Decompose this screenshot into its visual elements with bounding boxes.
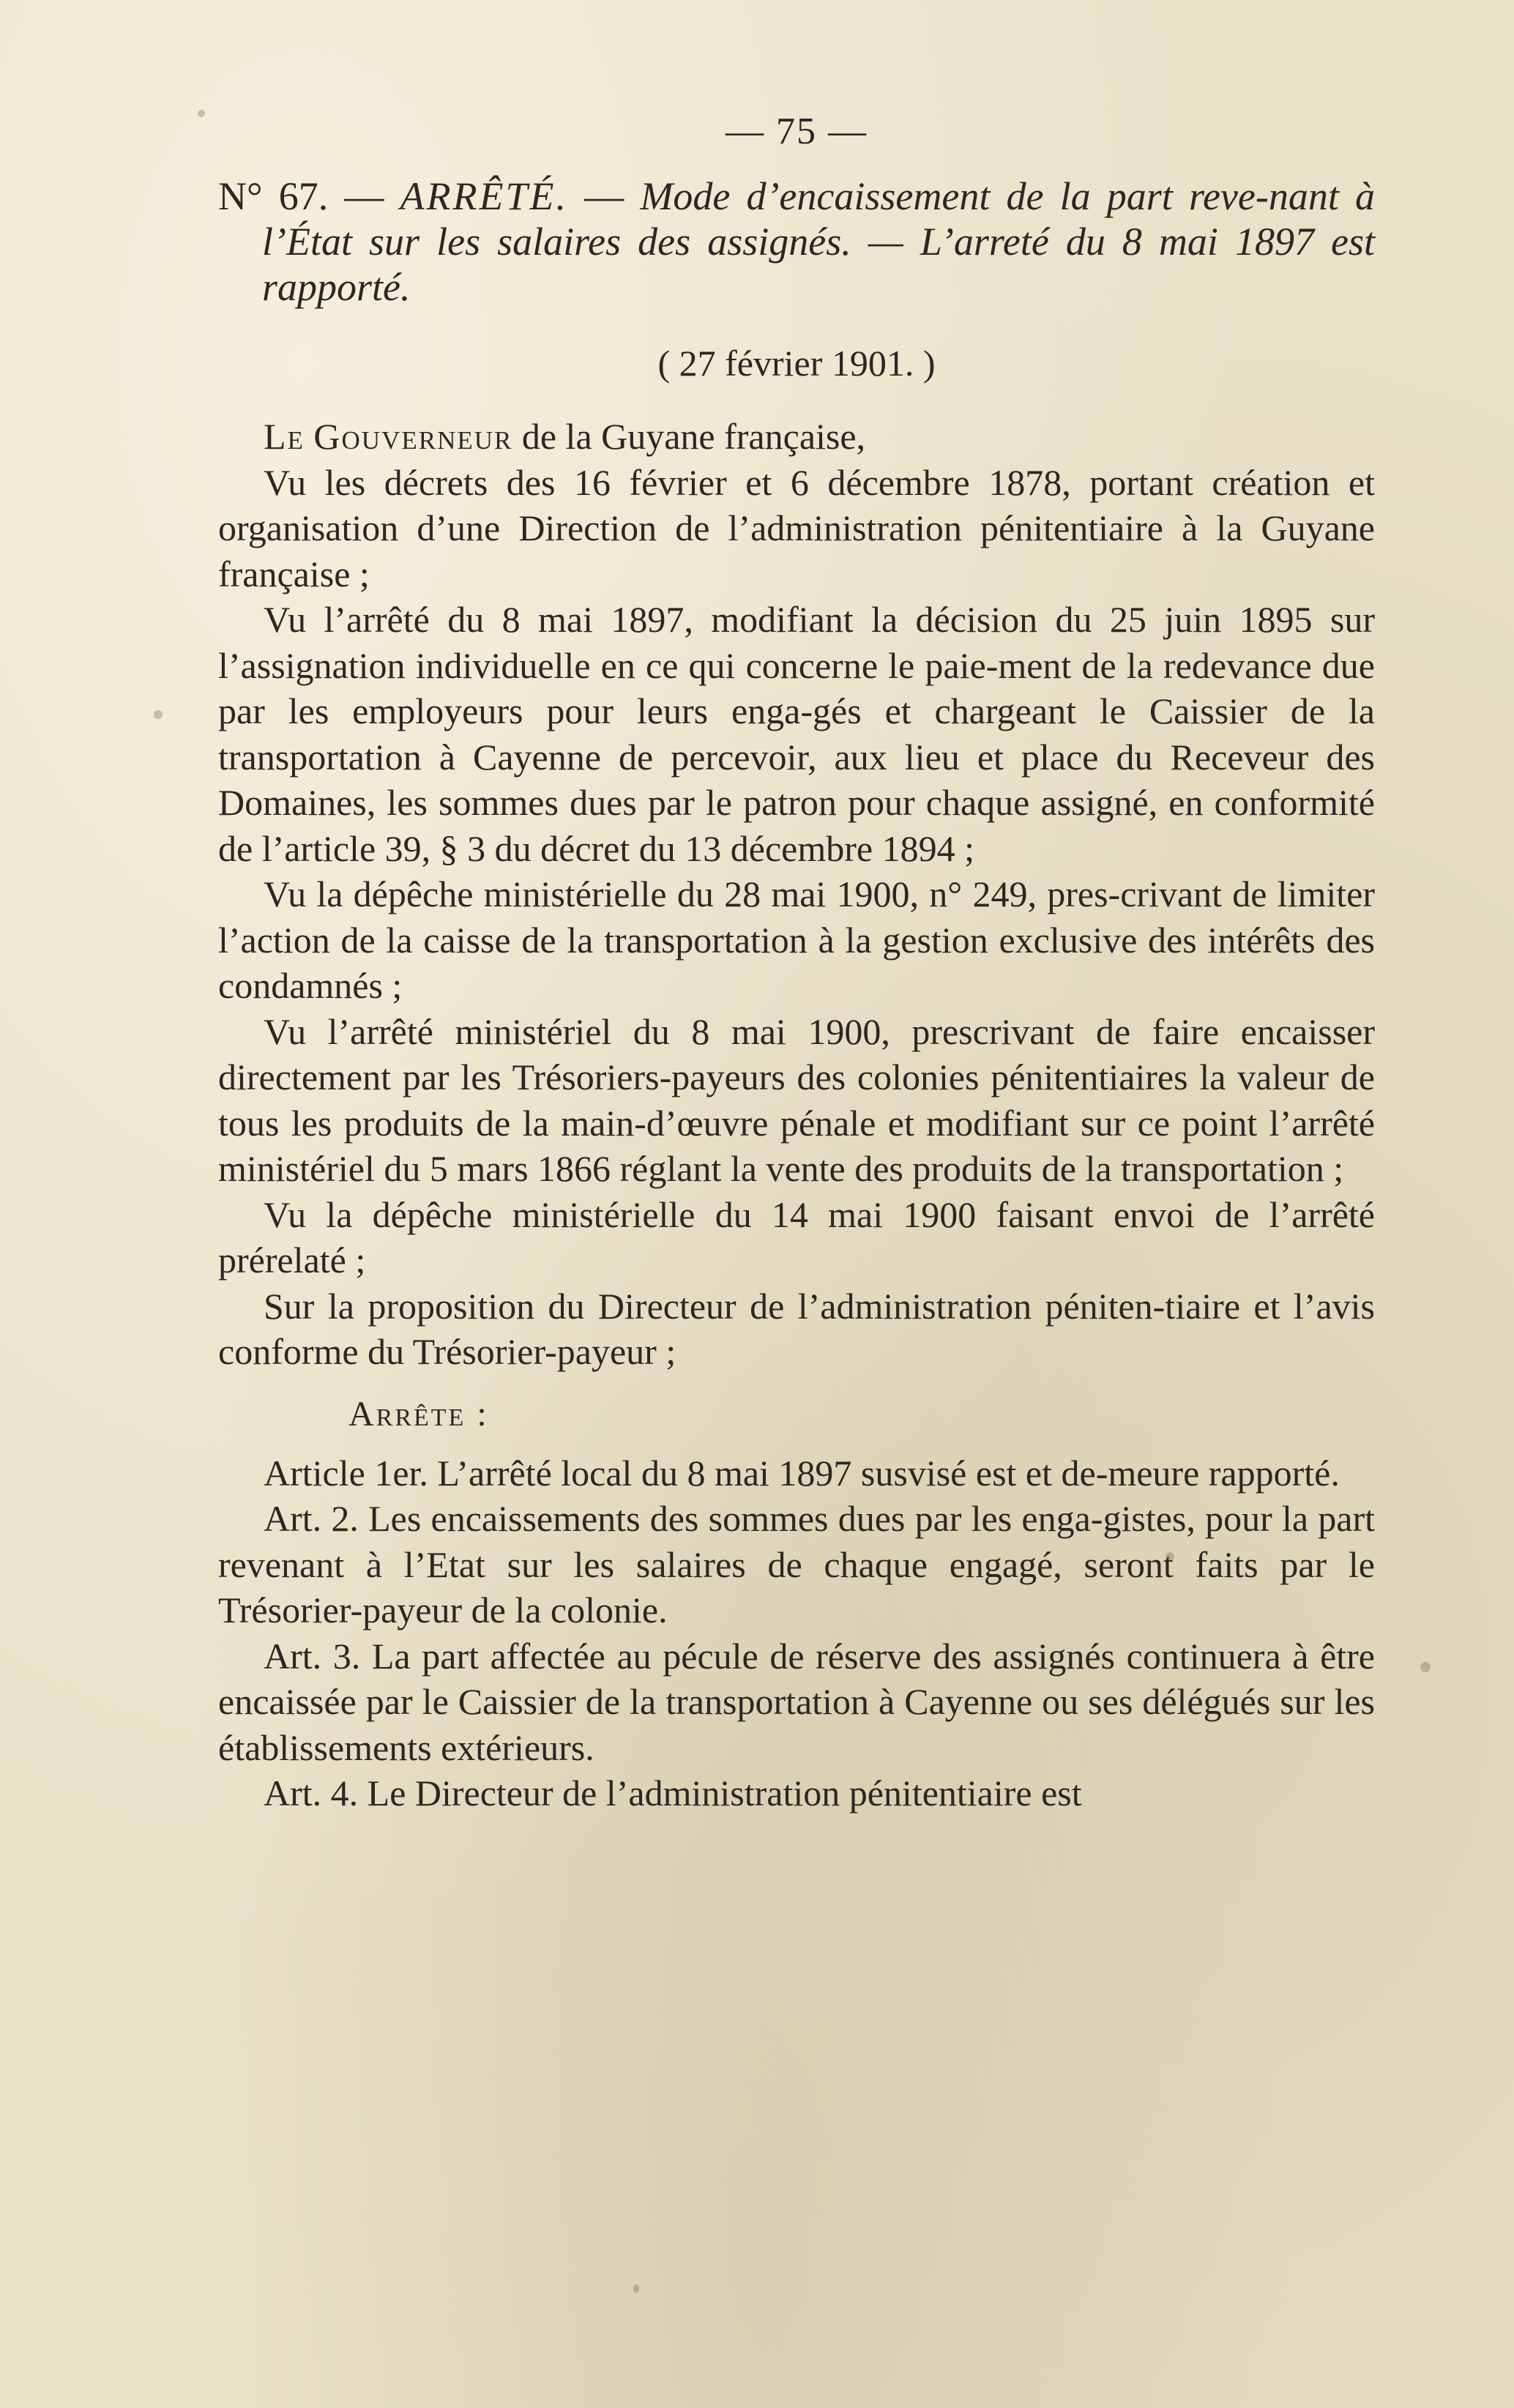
decree-heading [218, 174, 1375, 310]
governor-title: Gouverneur [313, 416, 513, 457]
decree-title: Mode d’encaissement de la part reve-nant à l’État sur les salaires des assignés. — L’arreté du 8 mai 1897 est rapporté. [262, 174, 1375, 309]
article-paragraph: Article 1er. L’arrêté local du 8 mai 1897 susvisé est et de-meure rapporté. [264, 1452, 1340, 1494]
considerant-paragraph: Vu les décrets des 16 février et 6 décembre 1878, portant création et organisation d’une Direction de l’administration pénitentiaire à la Guyane française ; [218, 461, 1375, 594]
decree-number: N° 67. [218, 174, 329, 218]
paper-spot [1166, 1552, 1174, 1561]
governor-line [218, 414, 1375, 460]
considerant-paragraph: Vu l’arrêté du 8 mai 1897, modifiant la décision du 25 juin 1895 sur l’assignation individuelle en ce qui concerne le paie-ment de la redevance due par les employeurs pour leurs enga-gés et chargeant le Caissier de la transportation à Cayenne de percevoir, aux lieu et place du Receveur des Domaines, les sommes dues par le patron pour chaque assigné, en conformité de l’article 39, § 3 du décret du 13 décembre 1894 ; [218, 599, 1375, 869]
considerant-paragraph: Vu la dépêche ministérielle du 28 mai 1900, n° 249, pres-crivant de limiter l’action de la caisse de la transportation à la gestion exclusive des intérêts des condamnés ; [218, 873, 1375, 1006]
paper-spot [154, 710, 163, 719]
article-paragraph: Art. 3. La part affectée au pécule de réserve des assignés continuera à être encaissée par le Caissier de la transportation à Cayenne ou ses délégués sur les établissements extérieurs. [218, 1635, 1375, 1768]
paper-spot [198, 110, 205, 117]
article-paragraph: Art. 2. Les encaissements des sommes dues par les enga-gistes, pour la part revenant à l’Etat sur les salaires de chaque engagé, seront faits par le Trésorier-payeur de la colonie. [218, 1498, 1375, 1630]
considerant-paragraph: Vu la dépêche ministérielle du 14 mai 1900 faisant envoi de l’arrêté prérelaté ; [218, 1193, 1375, 1281]
decree-date: ( 27 février 1901. ) [657, 343, 936, 384]
paper-spot [1420, 1662, 1431, 1672]
considerant-paragraph: Sur la proposition du Directeur de l’administration péniten-tiaire et l’avis conforme du Trésorier-payeur ; [218, 1285, 1375, 1372]
article-paragraph: Art. 4. Le Directeur de l’administration pénitentiaire est [264, 1773, 1082, 1814]
document-page [218, 110, 1375, 1816]
decree-kind: ARRÊTÉ. [400, 174, 569, 218]
heading-dash: — [328, 174, 400, 218]
governor-le: Le [264, 416, 305, 457]
governor-rest: de la Guyane française, [512, 416, 866, 457]
page-number: — 75 — [726, 111, 868, 152]
considerant-paragraph: Vu l’arrêté ministériel du 8 mai 1900, prescrivant de faire encaisser directement par les Trésoriers-payeurs des colonies pénitentiaires la valeur de tous les produits de la main-d’œuvre pénale et modifiant sur ce point l’arrêté ministériel du 5 mars 1866 réglant la vente des produits de la transportation ; [218, 1010, 1375, 1189]
arrete-label: Arrête : [348, 1394, 489, 1434]
heading-dash: — [568, 174, 641, 218]
paper-spot [633, 2284, 639, 2293]
